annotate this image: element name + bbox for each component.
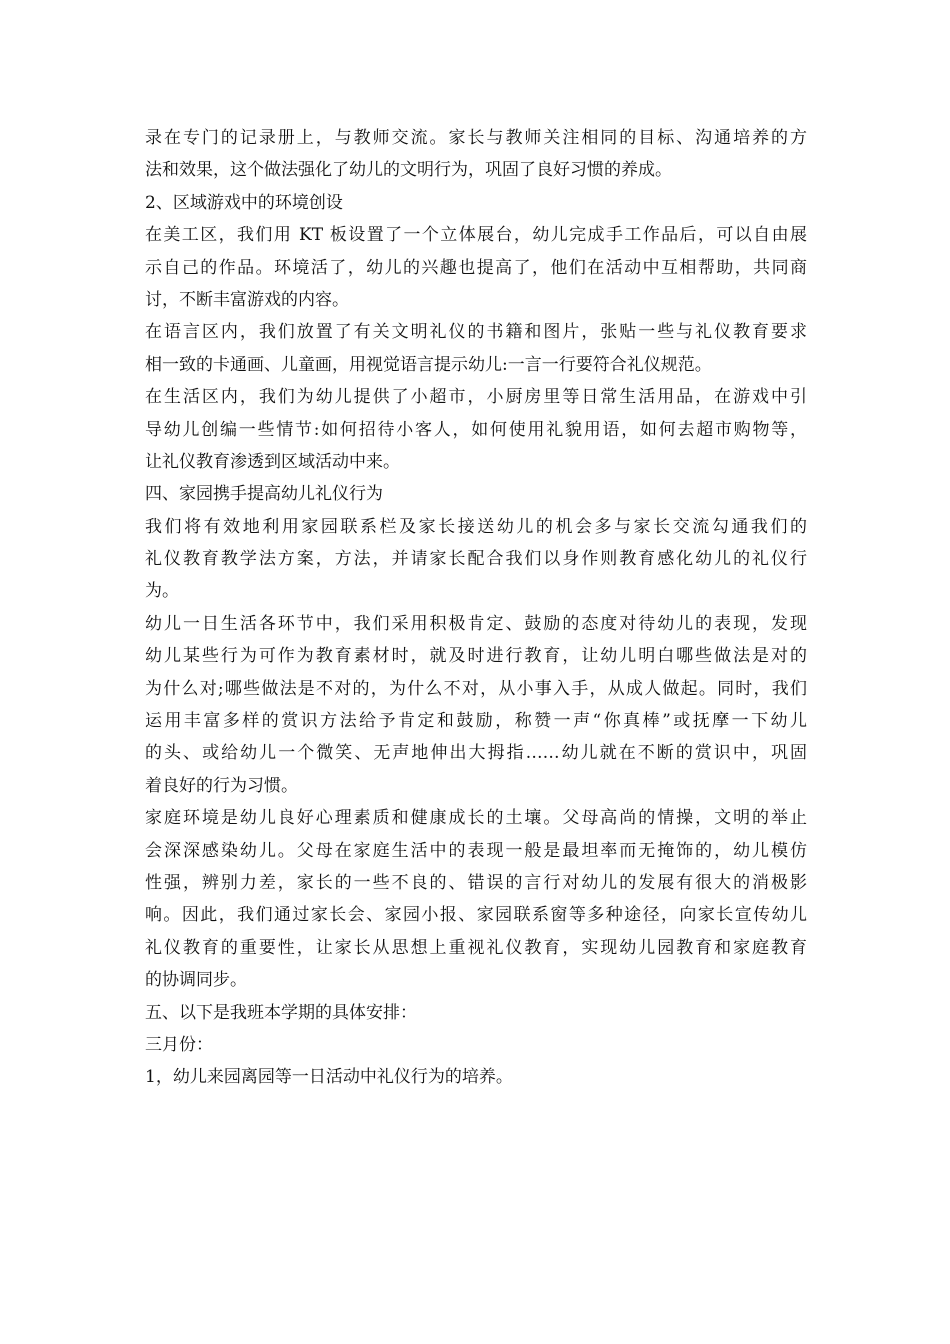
text-line: 幼儿某些行为可作为教育素材时，就及时进行教育，让幼儿明白哪些做法是对的 [145, 646, 807, 667]
text-line: 礼仪教育的重要性，让家长从思想上重视礼仪教育，实现幼儿园教育和家庭教育 [145, 937, 807, 958]
text-line: 幼儿一日生活各环节中，我们采用积极肯定、鼓励的态度对待幼儿的表现，发现 [145, 613, 807, 634]
month-heading: 三月份： [145, 1034, 213, 1055]
text-line: 性强，辨别力差，家长的一些不良的、错误的言行对幼儿的发展有很大的消极影 [145, 872, 807, 893]
text-line: 运用丰富多样的赏识方法给予肯定和鼓励，称赞一声“你真棒”或抚摩一下幼儿 [145, 711, 807, 732]
text-line: 我们将有效地利用家园联系栏及家长接送幼儿的机会多与家长交流勾通我们的 [145, 516, 807, 537]
text-line: 示自己的作品。环境活了，幼儿的兴趣也提高了，他们在活动中互相帮助，共同商 [145, 257, 807, 278]
list-item: 1，幼儿来园离园等一日活动中礼仪行为的培养。 [145, 1067, 513, 1088]
text-line: 法和效果，这个做法强化了幼儿的文明行为，巩固了良好习惯的养成。 [145, 160, 672, 181]
text-line: 在美工区，我们用 KT 板设置了一个立体展台，幼儿完成手工作品后，可以自由展 [145, 225, 807, 246]
text-line: 为。 [145, 581, 179, 602]
text-line: 讨，不断丰富游戏的内容。 [145, 289, 349, 310]
section-heading: 四、家园携手提高幼儿礼仪行为 [145, 484, 383, 505]
section-heading: 五、以下是我班本学期的具体安排： [145, 1002, 417, 1023]
text-line: 着良好的行为习惯。 [145, 775, 298, 796]
text-line: 家庭环境是幼儿良好心理素质和健康成长的土壤。父母高尚的情操，文明的举止 [145, 808, 807, 829]
text-line: 的头、或给幼儿一个微笑、无声地伸出大拇指……幼儿就在不断的赏识中，巩固 [145, 743, 807, 764]
text-line: 导幼儿创编一些情节:如何招待小客人，如何使用礼貌用语，如何去超市购物等， [145, 419, 807, 440]
text-line: 响。因此，我们通过家长会、家园小报、家园联系窗等多种途径，向家长宣传幼儿 [145, 905, 807, 926]
text-line: 让礼仪教育渗透到区域活动中来。 [145, 451, 400, 472]
text-line: 在语言区内，我们放置了有关文明礼仪的书籍和图片，张贴一些与礼仪教育要求 [145, 322, 807, 343]
text-line: 为什么对;哪些做法是不对的，为什么不对，从小事入手，从成人做起。同时，我们 [145, 678, 807, 699]
text-line: 录在专门的记录册上，与教师交流。家长与教师关注相同的目标、沟通培养的方 [145, 128, 807, 148]
text-line: 礼仪教育教学法方案，方法，并请家长配合我们以身作则教育感化幼儿的礼仪行 [145, 549, 807, 570]
section-heading: 2、区域游戏中的环境创设 [145, 192, 343, 213]
text-line: 相一致的卡通画、儿童画，用视觉语言提示幼儿:一言一行要符合礼仪规范。 [145, 354, 712, 375]
text-line: 会深深感染幼儿。父母在家庭生活中的表现一般是最坦率而无掩饰的，幼儿模仿 [145, 840, 807, 861]
text-line: 在生活区内，我们为幼儿提供了小超市，小厨房里等日常生活用品，在游戏中引 [145, 387, 807, 408]
document-body [145, 122, 807, 1094]
text-line: 的协调同步。 [145, 970, 247, 991]
